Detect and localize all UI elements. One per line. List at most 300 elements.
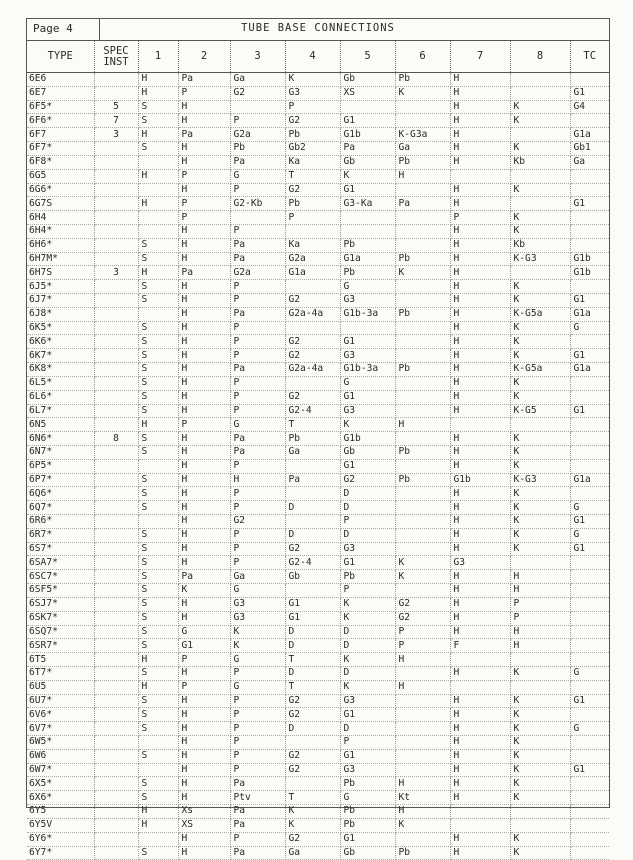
pin-cell: H — [178, 183, 230, 197]
pin-cell: H — [450, 321, 510, 335]
pin-cell — [570, 749, 609, 763]
pin-cell — [570, 611, 609, 625]
pin-cell: P — [230, 114, 285, 128]
pin-cell: H — [395, 777, 450, 791]
pin-cell: P — [230, 556, 285, 570]
pin-cell — [570, 736, 609, 750]
pin-cell: H — [450, 86, 510, 100]
pin-cell: P — [230, 335, 285, 349]
pin-cell: G2 — [285, 832, 340, 846]
pin-cell — [340, 211, 395, 225]
pin-cell: H — [178, 694, 230, 708]
pin-cell — [510, 266, 570, 280]
table-row — [27, 542, 609, 556]
pin-cell — [510, 128, 570, 142]
column-header: 8 — [510, 41, 570, 73]
pin-cell — [510, 653, 570, 667]
pin-cell: H — [450, 736, 510, 750]
pin-cell: G2 — [230, 515, 285, 529]
pin-cell: K — [510, 528, 570, 542]
pin-cell — [230, 100, 285, 114]
pin-cell: S — [138, 749, 178, 763]
pin-cell: H — [178, 846, 230, 860]
pin-cell: Pa — [285, 473, 340, 487]
pin-cell: H — [178, 363, 230, 377]
pin-cell: D — [340, 625, 395, 639]
pin-cell: G2a — [230, 128, 285, 142]
pin-cell: D — [285, 666, 340, 680]
pin-cell: G3 — [340, 694, 395, 708]
pin-cell: H — [178, 832, 230, 846]
pin-cell: 7 — [94, 114, 138, 128]
pin-cell: Ga — [230, 73, 285, 87]
tube-type-cell: 6R7* — [27, 528, 94, 542]
pin-cell: H — [450, 528, 510, 542]
pin-cell — [395, 763, 450, 777]
pin-cell — [395, 335, 450, 349]
table-row — [27, 805, 609, 819]
pin-cell — [510, 73, 570, 87]
pin-cell: K — [510, 224, 570, 238]
pin-cell: H — [138, 128, 178, 142]
pin-cell — [94, 515, 138, 529]
pin-cell: H — [178, 473, 230, 487]
pin-cell — [395, 501, 450, 515]
pin-cell: K — [510, 722, 570, 736]
pin-cell — [94, 211, 138, 225]
pin-cell: D — [285, 639, 340, 653]
connections-table — [27, 41, 609, 860]
tube-type-cell: 6E6 — [27, 73, 94, 87]
pin-cell: G2 — [285, 390, 340, 404]
pin-cell: G1b — [340, 128, 395, 142]
pin-cell: H — [138, 818, 178, 832]
pin-cell — [395, 321, 450, 335]
pin-cell: G2 — [285, 114, 340, 128]
pin-cell: D — [285, 528, 340, 542]
pin-cell: G1 — [178, 639, 230, 653]
pin-cell — [510, 556, 570, 570]
pin-cell: S — [138, 100, 178, 114]
pin-cell — [94, 404, 138, 418]
pin-cell — [94, 224, 138, 238]
pin-cell: G1 — [570, 763, 609, 777]
pin-cell: S — [138, 556, 178, 570]
pin-cell: G1a — [570, 473, 609, 487]
pin-cell: P — [450, 211, 510, 225]
tube-type-cell: 6F7* — [27, 142, 94, 156]
tube-type-cell: 6Q7* — [27, 501, 94, 515]
pin-cell: S — [138, 321, 178, 335]
pin-cell: Ga — [285, 445, 340, 459]
pin-cell — [570, 791, 609, 805]
pin-cell — [570, 169, 609, 183]
pin-cell: Pa — [230, 805, 285, 819]
pin-cell: K — [510, 846, 570, 860]
pin-cell — [94, 238, 138, 252]
pin-cell: H — [178, 114, 230, 128]
pin-cell: H — [395, 418, 450, 432]
pin-cell — [570, 708, 609, 722]
pin-cell: D — [340, 528, 395, 542]
pin-cell: H — [450, 708, 510, 722]
pin-cell: H — [450, 459, 510, 473]
pin-cell — [138, 183, 178, 197]
column-header: TC — [570, 41, 609, 73]
pin-cell: H — [178, 708, 230, 722]
pin-cell: K — [395, 86, 450, 100]
pin-cell: G2 — [285, 749, 340, 763]
pin-cell — [94, 73, 138, 87]
pin-cell: K — [510, 832, 570, 846]
pin-cell: D — [285, 501, 340, 515]
pin-cell: G1a — [570, 307, 609, 321]
pin-cell: Pb — [395, 252, 450, 266]
pin-cell: H — [510, 625, 570, 639]
pin-cell: Pb — [395, 445, 450, 459]
pin-cell: K — [510, 142, 570, 156]
pin-cell: S — [138, 528, 178, 542]
pin-cell: K-G3a — [395, 128, 450, 142]
pin-cell: P — [230, 349, 285, 363]
pin-cell: P — [230, 722, 285, 736]
pin-cell: K — [340, 418, 395, 432]
pin-cell: P — [340, 736, 395, 750]
pin-cell: H — [178, 777, 230, 791]
pin-cell: H — [450, 445, 510, 459]
pin-cell: P — [230, 832, 285, 846]
pin-cell: Pb — [395, 363, 450, 377]
pin-cell: Pa — [230, 155, 285, 169]
table-row — [27, 100, 609, 114]
pin-cell: S — [138, 473, 178, 487]
pin-cell: Pb — [340, 805, 395, 819]
pin-cell: H — [138, 73, 178, 87]
pin-cell: H — [450, 349, 510, 363]
pin-cell — [450, 805, 510, 819]
pin-cell: H — [178, 224, 230, 238]
pin-cell — [94, 487, 138, 501]
pin-cell: G — [570, 501, 609, 515]
pin-cell: H — [450, 763, 510, 777]
pin-cell: H — [450, 749, 510, 763]
pin-cell — [94, 680, 138, 694]
pin-cell: H — [450, 363, 510, 377]
pin-cell: G1b — [570, 252, 609, 266]
pin-cell: G2 — [230, 86, 285, 100]
pin-cell: Gb — [340, 445, 395, 459]
pin-cell: K-G3 — [510, 473, 570, 487]
pin-cell: G1 — [340, 708, 395, 722]
pin-cell: K — [510, 183, 570, 197]
pin-cell — [570, 445, 609, 459]
pin-cell — [570, 432, 609, 446]
table-row — [27, 666, 609, 680]
pin-cell: H — [178, 459, 230, 473]
tube-type-cell: 6W5* — [27, 736, 94, 750]
pin-cell: H — [178, 736, 230, 750]
pin-cell: H — [138, 418, 178, 432]
table-row — [27, 570, 609, 584]
table-row — [27, 515, 609, 529]
pin-cell: S — [138, 611, 178, 625]
pin-cell: P — [230, 666, 285, 680]
pin-cell: K — [510, 708, 570, 722]
pin-cell: G — [230, 418, 285, 432]
pin-cell — [94, 86, 138, 100]
pin-cell — [395, 376, 450, 390]
pin-cell: Pa — [178, 266, 230, 280]
pin-cell — [94, 694, 138, 708]
pin-cell: K — [340, 169, 395, 183]
pin-cell: Ga — [570, 155, 609, 169]
pin-cell: K — [510, 694, 570, 708]
pin-cell: Pb — [340, 777, 395, 791]
pin-cell: H — [178, 432, 230, 446]
table-row — [27, 349, 609, 363]
column-header: TYPE — [27, 41, 94, 73]
pin-cell: G1a — [285, 266, 340, 280]
pin-cell: G2-Kb — [230, 197, 285, 211]
pin-cell — [94, 749, 138, 763]
pin-cell: G2-4 — [285, 404, 340, 418]
pin-cell: Pb — [285, 128, 340, 142]
pin-cell — [395, 722, 450, 736]
pin-cell: H — [178, 142, 230, 156]
pin-cell: Ka — [285, 238, 340, 252]
pin-cell: P — [230, 501, 285, 515]
pin-cell: G3 — [230, 597, 285, 611]
pin-cell: G3 — [340, 763, 395, 777]
pin-cell: H — [395, 653, 450, 667]
pin-cell: H — [450, 625, 510, 639]
pin-cell: S — [138, 390, 178, 404]
pin-cell: Gb — [340, 73, 395, 87]
tube-type-cell: 6Y7* — [27, 846, 94, 860]
table-header-row — [27, 41, 609, 73]
pin-cell: H — [450, 846, 510, 860]
tube-type-cell: 6R6* — [27, 515, 94, 529]
pin-cell — [570, 805, 609, 819]
table-row — [27, 763, 609, 777]
pin-cell: H — [450, 694, 510, 708]
pin-cell: Pa — [230, 846, 285, 860]
pin-cell: P — [340, 584, 395, 598]
tube-type-cell: 6J7* — [27, 294, 94, 308]
pin-cell — [94, 252, 138, 266]
pin-cell: 5 — [94, 100, 138, 114]
pin-cell: H — [178, 280, 230, 294]
tube-type-cell: 6K5* — [27, 321, 94, 335]
pin-cell: K — [510, 349, 570, 363]
pin-cell: H — [178, 349, 230, 363]
tube-type-cell: 6SC7* — [27, 570, 94, 584]
pin-cell — [570, 390, 609, 404]
pin-cell — [285, 736, 340, 750]
column-header: 6 — [395, 41, 450, 73]
pin-cell — [285, 777, 340, 791]
pin-cell: K — [510, 487, 570, 501]
pin-cell: G1 — [570, 694, 609, 708]
pin-cell: S — [138, 294, 178, 308]
pin-cell: XS — [340, 86, 395, 100]
pin-cell — [94, 418, 138, 432]
pin-cell: G2 — [285, 183, 340, 197]
pin-cell: K — [510, 280, 570, 294]
pin-cell — [570, 584, 609, 598]
pin-cell: H — [450, 335, 510, 349]
pin-cell: G1a — [340, 252, 395, 266]
pin-cell: G1 — [570, 86, 609, 100]
pin-cell — [94, 459, 138, 473]
tube-type-cell: 6J5* — [27, 280, 94, 294]
pin-cell — [570, 680, 609, 694]
pin-cell: P — [510, 597, 570, 611]
pin-cell — [395, 280, 450, 294]
pin-cell — [94, 473, 138, 487]
table-row — [27, 114, 609, 128]
table-row — [27, 418, 609, 432]
table-row — [27, 169, 609, 183]
pin-cell — [570, 418, 609, 432]
pin-cell: H — [450, 791, 510, 805]
pin-cell: K — [178, 584, 230, 598]
pin-cell: G1b — [450, 473, 510, 487]
pin-cell — [510, 86, 570, 100]
tube-type-cell: 6G6* — [27, 183, 94, 197]
pin-cell — [94, 376, 138, 390]
table-row — [27, 445, 609, 459]
pin-cell: G1 — [340, 459, 395, 473]
pin-cell: H — [450, 515, 510, 529]
pin-cell: G1 — [340, 390, 395, 404]
pin-cell — [94, 653, 138, 667]
pin-cell — [570, 653, 609, 667]
tube-type-cell: 6W7* — [27, 763, 94, 777]
pin-cell: 3 — [94, 128, 138, 142]
pin-cell: H — [450, 128, 510, 142]
pin-cell: H — [450, 100, 510, 114]
pin-cell: G1 — [285, 611, 340, 625]
pin-cell: K — [340, 597, 395, 611]
pin-cell — [94, 832, 138, 846]
pin-cell: D — [285, 625, 340, 639]
pin-cell: G2 — [395, 611, 450, 625]
pin-cell: H — [178, 100, 230, 114]
pin-cell: Pb — [395, 846, 450, 860]
pin-cell — [94, 321, 138, 335]
pin-cell: Pa — [230, 777, 285, 791]
table-row — [27, 832, 609, 846]
tube-type-cell: 6SJ7* — [27, 597, 94, 611]
table-row — [27, 556, 609, 570]
tube-type-cell: 6X6* — [27, 791, 94, 805]
pin-cell — [94, 736, 138, 750]
tube-type-cell: 6SQ7* — [27, 625, 94, 639]
pin-cell — [94, 155, 138, 169]
pin-cell — [570, 238, 609, 252]
pin-cell — [94, 169, 138, 183]
pin-cell: K-G5 — [510, 404, 570, 418]
pin-cell: K — [340, 653, 395, 667]
pin-cell: H — [178, 528, 230, 542]
pin-cell: S — [138, 666, 178, 680]
pin-cell: G1 — [340, 114, 395, 128]
pin-cell: G3 — [340, 542, 395, 556]
pin-cell: P — [178, 169, 230, 183]
table-row — [27, 501, 609, 515]
pin-cell: S — [138, 542, 178, 556]
pin-cell: G — [178, 625, 230, 639]
pin-cell: H — [178, 155, 230, 169]
pin-cell: S — [138, 335, 178, 349]
table-row — [27, 432, 609, 446]
pin-cell — [285, 459, 340, 473]
pin-cell: K — [510, 294, 570, 308]
pin-cell: Gb — [285, 570, 340, 584]
table-row — [27, 197, 609, 211]
table-row — [27, 749, 609, 763]
pin-cell: P — [285, 100, 340, 114]
pin-cell: K-G3 — [510, 252, 570, 266]
pin-cell — [94, 528, 138, 542]
tube-type-cell: 6H7S — [27, 266, 94, 280]
table-body — [27, 73, 609, 860]
pin-cell: Kt — [395, 791, 450, 805]
pin-cell: H — [395, 169, 450, 183]
table-row — [27, 211, 609, 225]
table-row — [27, 128, 609, 142]
pin-cell — [570, 597, 609, 611]
pin-cell: K — [395, 266, 450, 280]
pin-cell — [138, 763, 178, 777]
pin-cell — [138, 736, 178, 750]
pin-cell: G — [340, 376, 395, 390]
pin-cell: K — [510, 542, 570, 556]
tube-type-cell: 6Q6* — [27, 487, 94, 501]
pin-cell: S — [138, 708, 178, 722]
pin-cell — [395, 666, 450, 680]
tube-type-cell: 6K6* — [27, 335, 94, 349]
pin-cell: H — [178, 404, 230, 418]
tube-type-cell: 6H7M* — [27, 252, 94, 266]
pin-cell — [570, 846, 609, 860]
pin-cell — [94, 556, 138, 570]
pin-cell: D — [340, 487, 395, 501]
pin-cell: H — [450, 294, 510, 308]
pin-cell: H — [450, 584, 510, 598]
tube-type-cell: 6SA7* — [27, 556, 94, 570]
pin-cell: Xs — [178, 805, 230, 819]
pin-cell — [94, 280, 138, 294]
pin-cell: G3 — [340, 294, 395, 308]
pin-cell: H — [450, 73, 510, 87]
pin-cell: H — [395, 805, 450, 819]
pin-cell: G — [570, 722, 609, 736]
pin-cell — [570, 73, 609, 87]
tube-type-cell: 6T5 — [27, 653, 94, 667]
pin-cell: G1 — [570, 542, 609, 556]
pin-cell: G2 — [285, 542, 340, 556]
pin-cell: G1b-3a — [340, 307, 395, 321]
pin-cell — [510, 818, 570, 832]
pin-cell — [570, 211, 609, 225]
pin-cell — [570, 570, 609, 584]
pin-cell: G2a-4a — [285, 307, 340, 321]
pin-cell: K — [395, 570, 450, 584]
pin-cell — [395, 708, 450, 722]
table-row — [27, 155, 609, 169]
